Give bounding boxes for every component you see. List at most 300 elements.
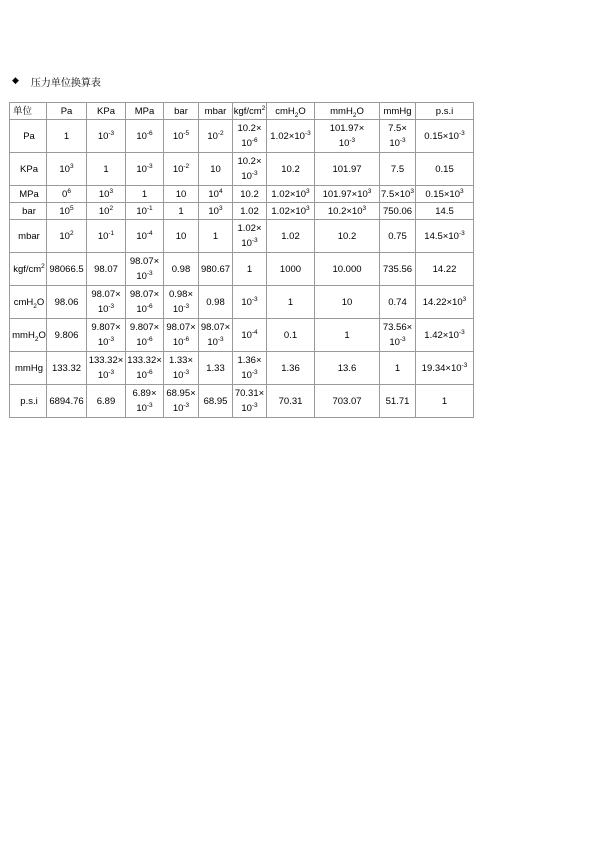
cell-text: 10	[389, 337, 400, 348]
cell-text: 10	[208, 205, 219, 217]
cell-text: 101.97×	[329, 123, 365, 134]
cell-text: 1.33×	[168, 355, 194, 366]
cell-text: O	[356, 105, 364, 117]
row-unit-cell	[10, 253, 47, 286]
superscript: 2	[69, 229, 74, 237]
cell-text: 10	[97, 337, 109, 348]
cell-text: 10	[241, 238, 252, 249]
cell-text: 10	[97, 230, 109, 242]
superscript: -3	[217, 335, 224, 343]
superscript: -3	[251, 295, 258, 303]
header-cell	[233, 103, 267, 120]
cell-text: 9.807×	[91, 322, 121, 333]
table-cell	[315, 120, 380, 153]
cell-text: 10.2×10	[327, 205, 363, 217]
cell-text: kgf/cm	[233, 105, 262, 117]
superscript: -3	[458, 129, 465, 137]
cell-text: 133.32	[51, 362, 82, 374]
cell-text: 70.31×	[234, 388, 265, 399]
table-cell	[87, 319, 126, 352]
table-cell	[233, 385, 267, 418]
cell-text: bar	[174, 105, 188, 117]
cell-text: 10	[172, 304, 184, 315]
table-cell	[315, 153, 380, 186]
table-row	[10, 153, 474, 186]
cell-text: Pa	[60, 105, 73, 117]
table-cell	[47, 385, 87, 418]
table-cell	[267, 203, 315, 220]
superscript: -3	[146, 162, 153, 170]
header-cell	[199, 103, 233, 120]
table-cell	[233, 286, 267, 319]
cell-text: 7.5×	[388, 123, 407, 134]
cell-text: bar	[22, 205, 36, 217]
cell-text: mmH	[330, 105, 353, 117]
row-unit-cell	[10, 120, 47, 153]
table-row	[10, 220, 474, 253]
table-cell	[380, 186, 416, 203]
cell-text: 0.74	[388, 296, 407, 308]
superscript: -3	[251, 368, 258, 376]
superscript: -5	[183, 129, 190, 137]
cell-text: 单位	[13, 105, 33, 117]
superscript: -1	[146, 204, 153, 212]
cell-text: 1.36×	[237, 355, 262, 366]
row-unit-cell	[10, 385, 47, 418]
table-cell	[126, 120, 164, 153]
superscript: 3	[218, 204, 223, 212]
cell-text: 68.95	[203, 395, 228, 407]
cell-text: 10	[207, 130, 218, 142]
superscript: -2	[217, 129, 224, 137]
superscript: 4	[218, 187, 223, 195]
table-cell	[233, 220, 267, 253]
superscript: 2	[109, 204, 114, 212]
cell-text: 10	[241, 296, 252, 308]
cell-text: KPa	[97, 105, 115, 117]
cell-text: 0.1	[283, 329, 298, 341]
table-cell	[47, 153, 87, 186]
cell-text: 10	[136, 271, 147, 282]
cell-text: 0.15	[435, 163, 454, 175]
table-row	[10, 352, 474, 385]
table-cell	[126, 385, 164, 418]
table-cell	[164, 286, 199, 319]
cell-text: 10	[172, 130, 184, 142]
cell-text: 1	[287, 296, 294, 308]
cell-text: cmH	[13, 296, 34, 308]
table-cell	[199, 352, 233, 385]
cell-text: 19.34×10	[421, 362, 462, 374]
table-cell	[164, 153, 199, 186]
cell-text: Pa	[23, 130, 35, 142]
table-cell	[126, 286, 164, 319]
section-heading	[12, 74, 101, 88]
table-cell	[267, 153, 315, 186]
row-unit-cell	[10, 203, 47, 220]
cell-text: 6.89	[96, 395, 116, 407]
table-cell	[199, 120, 233, 153]
cell-text: 1000	[279, 263, 302, 275]
table-cell	[164, 253, 199, 286]
cell-text: 10	[136, 130, 147, 142]
table-cell	[87, 352, 126, 385]
table-cell	[315, 186, 380, 203]
cell-text: 10	[389, 138, 400, 149]
table-cell	[416, 253, 474, 286]
cell-text: 10.2×	[237, 156, 262, 167]
header-cell	[164, 103, 199, 120]
table-cell	[126, 153, 164, 186]
table-cell	[315, 385, 380, 418]
cell-text: 98.07×	[91, 289, 121, 300]
table-cell	[416, 385, 474, 418]
subscript: 2	[352, 111, 357, 119]
cell-text: 10	[59, 163, 70, 175]
superscript: -3	[399, 136, 406, 144]
cell-text: mmH	[12, 329, 35, 341]
table-cell	[380, 203, 416, 220]
header-cell	[315, 103, 380, 120]
superscript: -3	[251, 236, 258, 244]
cell-text: 0.15×10	[425, 188, 460, 200]
superscript: -3	[399, 335, 406, 343]
header-cell	[267, 103, 315, 120]
table-cell	[164, 385, 199, 418]
row-unit-cell	[10, 186, 47, 203]
superscript: -6	[146, 302, 153, 310]
cell-text: 10	[172, 337, 184, 348]
cell-text: 98.06	[54, 296, 79, 308]
cell-text: 10	[97, 304, 109, 315]
cell-text: 10	[136, 163, 147, 175]
subscript: 2	[294, 111, 299, 119]
cell-text: 7.5×10	[381, 188, 411, 200]
table-cell	[233, 186, 267, 203]
table-cell	[267, 319, 315, 352]
cell-text: 98066.5	[49, 263, 84, 275]
cell-text: 10	[241, 138, 252, 149]
table-row	[10, 203, 474, 220]
table-cell	[164, 319, 199, 352]
table-cell	[380, 253, 416, 286]
superscript: -2	[183, 162, 190, 170]
table-cell	[126, 186, 164, 203]
cell-text: 0.75	[388, 230, 407, 242]
cell-text: 9.806	[54, 329, 79, 341]
cell-text: 10	[210, 163, 221, 175]
table-cell	[199, 220, 233, 253]
cell-text: 1.02×10	[271, 205, 306, 217]
cell-text: 10	[175, 230, 187, 242]
superscript: -4	[146, 229, 153, 237]
table-cell	[47, 286, 87, 319]
row-unit-cell	[10, 153, 47, 186]
superscript: -3	[183, 368, 190, 376]
cell-text: 10	[59, 230, 70, 242]
header-row	[10, 103, 474, 120]
cell-text: 1	[141, 188, 148, 200]
cell-text: mbar	[18, 230, 40, 242]
cell-text: 10	[172, 403, 184, 414]
table-row	[10, 385, 474, 418]
cell-text: 10.2	[337, 230, 357, 242]
row-unit-cell	[10, 220, 47, 253]
superscript: 3	[410, 187, 414, 195]
header-cell	[87, 103, 126, 120]
table-cell	[87, 186, 126, 203]
table-cell	[87, 253, 126, 286]
cell-text: mbar	[204, 105, 227, 117]
diamond-bullet-icon: ◆	[12, 76, 19, 86]
table-cell	[315, 253, 380, 286]
superscript: -1	[108, 229, 115, 237]
table-cell	[47, 253, 87, 286]
cell-text: 9.807×	[129, 322, 160, 333]
cell-text: MPa	[134, 105, 155, 117]
cell-text: 10	[136, 337, 147, 348]
table-cell	[416, 319, 474, 352]
table-cell	[315, 352, 380, 385]
cell-text: 1.02×10	[270, 130, 305, 142]
cell-text: 13.6	[337, 362, 357, 374]
cell-text: 10	[136, 370, 147, 381]
superscript: 3	[367, 187, 372, 195]
table-row	[10, 186, 474, 203]
superscript: 6	[67, 187, 71, 195]
table-cell	[164, 120, 199, 153]
cell-text: mmHg	[383, 105, 412, 117]
table-cell	[199, 186, 233, 203]
table-cell	[380, 352, 416, 385]
cell-text: 10	[59, 205, 70, 217]
table-row	[10, 253, 474, 286]
cell-text: 1.36	[281, 362, 300, 374]
cell-text: mmHg	[15, 362, 43, 374]
cell-text: 133.32×	[127, 355, 162, 366]
table-cell	[47, 319, 87, 352]
cell-text: 0.98	[206, 296, 225, 308]
header-cell	[126, 103, 164, 120]
table-cell	[233, 203, 267, 220]
table-cell	[87, 203, 126, 220]
superscript: -3	[146, 401, 153, 409]
superscript: -3	[461, 361, 468, 369]
table-cell	[380, 286, 416, 319]
row-unit-cell	[10, 352, 47, 385]
cell-text: 51.71	[385, 395, 410, 407]
superscript: -3	[108, 129, 115, 137]
cell-text: 735.56	[382, 263, 413, 275]
table-row	[10, 120, 474, 153]
cell-text: 0.98×	[168, 289, 194, 300]
table-cell	[126, 220, 164, 253]
table-cell	[315, 220, 380, 253]
cell-text: 10	[97, 370, 109, 381]
cell-text: 10	[338, 138, 350, 149]
table-cell	[416, 203, 474, 220]
cell-text: 98.07×	[166, 322, 196, 333]
cell-text: 98.07	[94, 263, 118, 275]
table-cell	[315, 319, 380, 352]
table-cell	[199, 385, 233, 418]
cell-text: 7.5	[390, 163, 405, 175]
table-cell	[126, 253, 164, 286]
superscript: 5	[69, 204, 74, 212]
table-cell	[164, 203, 199, 220]
superscript: -3	[108, 368, 115, 376]
table-cell	[126, 352, 164, 385]
cell-text: 10.2	[281, 163, 300, 175]
superscript: 3	[305, 204, 310, 212]
table-cell	[199, 319, 233, 352]
cell-text: 10	[136, 403, 147, 414]
cell-text: 73.56×	[382, 322, 413, 333]
cell-text: 101.97	[332, 163, 362, 175]
cell-text: O	[36, 296, 45, 308]
table-cell	[416, 153, 474, 186]
cell-text: 1	[178, 205, 184, 217]
table-cell	[233, 120, 267, 153]
table-body	[10, 103, 474, 418]
superscript: -3	[251, 401, 258, 409]
table-cell	[267, 352, 315, 385]
table-cell	[199, 153, 233, 186]
table-cell	[416, 286, 474, 319]
cell-text: 6894.76	[49, 395, 84, 407]
table-cell	[233, 352, 267, 385]
cell-text: 10	[208, 188, 219, 200]
table-cell	[87, 385, 126, 418]
table-row	[10, 286, 474, 319]
cell-text: 14.22×10	[422, 296, 463, 308]
superscript: -3	[108, 302, 115, 310]
subscript: 2	[33, 302, 37, 310]
table-cell	[380, 153, 416, 186]
superscript: -3	[183, 302, 190, 310]
table-cell	[87, 120, 126, 153]
cell-text: 1	[441, 395, 448, 407]
cell-text: cmH	[275, 105, 295, 117]
cell-text: 703.07	[332, 395, 362, 407]
superscript: -6	[146, 368, 153, 376]
table-cell	[380, 319, 416, 352]
cell-text: kgf/cm	[13, 263, 42, 275]
cell-text: 14.22	[432, 263, 457, 275]
cell-text: 14.5	[435, 205, 454, 217]
cell-text: 68.95×	[166, 388, 196, 399]
cell-text: 750.06	[382, 205, 413, 217]
table-cell	[380, 120, 416, 153]
table-cell	[267, 385, 315, 418]
table-cell	[233, 319, 267, 352]
heading-title: 压力单位换算表	[30, 77, 101, 89]
superscript: -3	[458, 229, 465, 237]
cell-text: 1.02×	[237, 223, 262, 234]
superscript: -6	[183, 335, 190, 343]
cell-text: 10	[341, 296, 353, 308]
table-cell	[380, 385, 416, 418]
table-cell	[416, 352, 474, 385]
table-cell	[164, 220, 199, 253]
table-cell	[87, 220, 126, 253]
table-cell	[47, 220, 87, 253]
cell-text: O	[38, 329, 46, 341]
cell-text: 10.2	[240, 188, 259, 200]
cell-text: 98.07×	[200, 322, 231, 333]
cell-text: 10	[98, 205, 110, 217]
cell-text: 10	[175, 188, 187, 200]
cell-text: 10	[241, 370, 252, 381]
table-cell	[87, 286, 126, 319]
superscript: -3	[304, 129, 311, 137]
superscript: -3	[146, 269, 153, 277]
superscript: 3	[462, 295, 467, 303]
subscript: 2	[34, 335, 39, 343]
superscript: 3	[305, 187, 310, 195]
table-cell	[267, 186, 315, 203]
table-cell	[47, 186, 87, 203]
cell-text: 1.02	[240, 205, 259, 217]
cell-text: 1	[212, 230, 219, 242]
cell-text: O	[298, 105, 306, 117]
table-cell	[164, 352, 199, 385]
cell-text: 0.15×10	[424, 130, 459, 142]
cell-text: 10	[172, 370, 184, 381]
table-cell	[199, 253, 233, 286]
cell-text: 10	[241, 403, 252, 414]
cell-text: 1	[103, 163, 109, 175]
cell-text: 10	[136, 230, 147, 242]
table-cell	[315, 286, 380, 319]
cell-text: p.s.i	[20, 395, 38, 407]
superscript: 3	[459, 187, 464, 195]
cell-text: KPa	[20, 163, 38, 175]
cell-text: 101.97×10	[322, 188, 368, 200]
superscript: 3	[69, 162, 74, 170]
cell-text: 6.89×	[132, 388, 157, 399]
cell-text: 1.02	[281, 230, 300, 242]
table-cell	[233, 153, 267, 186]
superscript: 2	[41, 262, 45, 270]
superscript: -3	[251, 169, 258, 177]
table-cell	[126, 203, 164, 220]
table-cell	[199, 286, 233, 319]
table-cell	[267, 120, 315, 153]
superscript: 3	[109, 187, 114, 195]
table-cell	[47, 203, 87, 220]
cell-text: 14.5×10	[424, 230, 459, 242]
cell-text: 1	[394, 362, 401, 374]
cell-text: 10	[241, 171, 252, 182]
table-cell	[47, 352, 87, 385]
cell-text: 1.33	[206, 362, 225, 374]
superscript: -6	[251, 136, 258, 144]
header-cell-unit	[10, 103, 47, 120]
cell-text: 980.67	[200, 263, 231, 275]
cell-text: 10	[98, 188, 110, 200]
superscript: -3	[349, 136, 356, 144]
table-cell	[416, 220, 474, 253]
superscript: -4	[251, 328, 258, 336]
table-cell	[267, 220, 315, 253]
superscript: -3	[108, 335, 115, 343]
superscript: -6	[146, 129, 153, 137]
pressure-conversion-table	[9, 102, 474, 418]
cell-text: 1	[344, 329, 350, 341]
cell-text: 1	[63, 130, 70, 142]
cell-text: 10	[136, 205, 147, 217]
